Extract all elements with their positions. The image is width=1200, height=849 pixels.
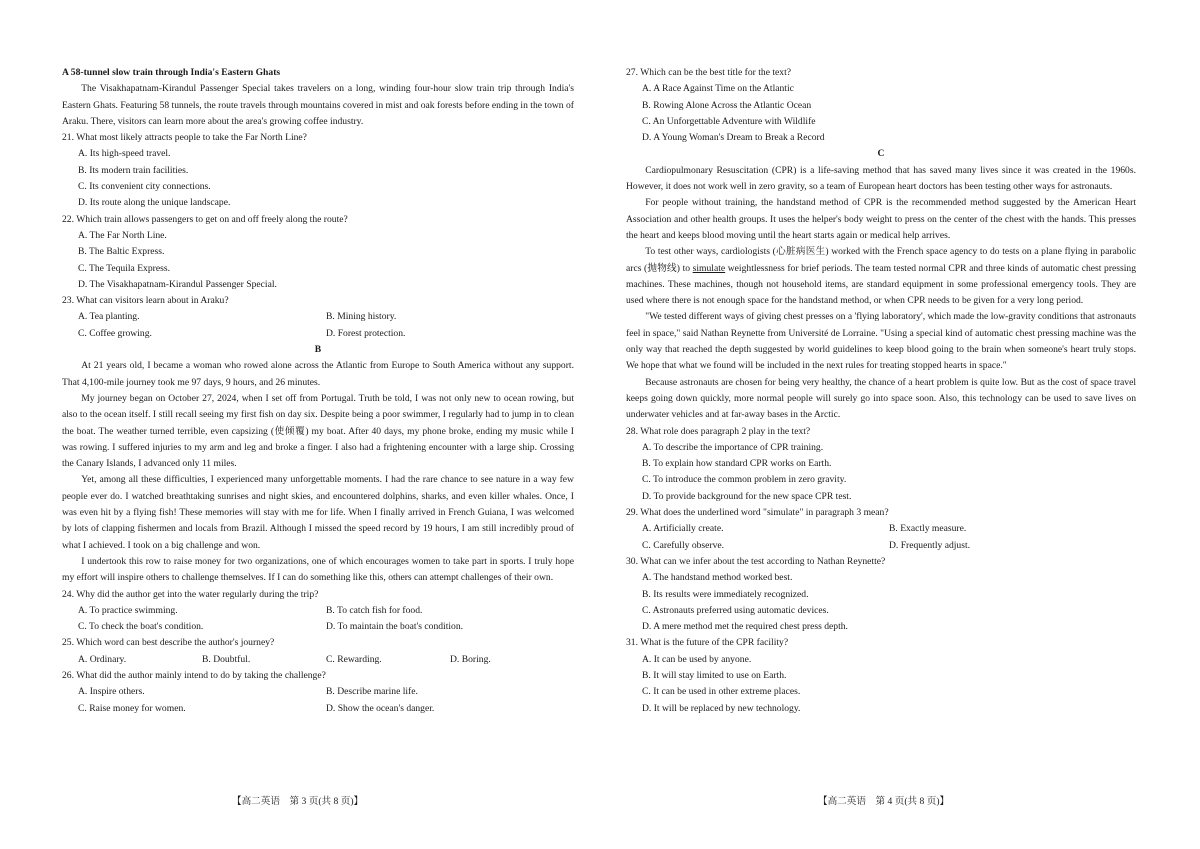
option-26-a: A. Inspire others. [78,686,145,698]
option-25-c: C. Rewarding. [326,653,382,665]
options-23-row-2 [62,326,574,342]
passage-c-paragraph-3 [626,244,1136,309]
question-28: 28. What role does paragraph 2 play in the text? [626,425,811,437]
option-29-b: B. Exactly measure. [889,523,967,535]
option-27-b: B. Rowing Alone Across the Atlantic Ocean [642,99,812,111]
options-25-row [62,652,574,668]
option-28-c: C. To introduce the common problem in zero gravity. [642,474,847,486]
option-30-a: A. The handstand method worked best. [642,572,793,584]
option-30-c: C. Astronauts preferred using automatic devices. [642,604,829,616]
option-24-c: C. To check the boat's condition. [78,621,204,633]
option-22-a: A. The Far North Line. [78,229,167,241]
passage-c-paragraph-5: Because astronauts are chosen for being very healthy, the chance of a heart problem is quite low. But as the cost of space travel keeps going down quickly, more normal people will surely go into space soon. Also, this technology can be used to save lives on underwater vehicles and at far-away bases in the Arctic. [626,376,1136,421]
passage-c-paragraph-2: For people without training, the handstand method of CPR is the recommended method suggested by the American Heart Association and other health groups. It uses the helper's body weight to press on the center of the chest with the hands. This presses the heart and keeps blood moving until the heart starts again or medical help arrives. [626,197,1136,241]
options-29-row-1 [626,521,1136,537]
passage-b-paragraph-4: I undertook this row to raise money for two organizations, one of which encourages women to take part in sports. I truly hope my effort will inspire others to challenge themselves. If I can do something like this, others can attempt challenges of their own. [62,555,574,584]
options-29-row-2 [626,538,1136,554]
option-23-b: B. Mining history. [326,311,397,323]
options-26-row-2 [62,701,574,717]
option-31-b: B. It will stay limited to use on Earth. [642,669,787,681]
option-31-d: D. It will be replaced by new technology. [642,702,801,714]
option-24-a: A. To practice swimming. [78,604,178,616]
option-24-b: B. To catch fish for food. [326,604,423,616]
option-23-c: C. Coffee growing. [78,327,152,339]
passage-c-paragraph-4: "We tested different ways of giving chest presses on a 'flying laboratory', which made the low-gravity conditions that astronauts feel in space," said Nathan Reynette from Université de Lorraine. "Using a special kind of automatic chest pressing machine was the only way that reached the depth suggested by world guidelines to keep blood going to the brain when someone's heart truly stops. We hope that what we found will be included in the next rules for treating stopped hearts in space." [626,311,1136,372]
option-30-d: D. A mere method met the required chest press depth. [642,621,848,633]
option-26-b: B. Describe marine life. [326,686,418,698]
passage-b-paragraph-1: At 21 years old, I became a woman who rowed alone across the Atlantic from Europe to South America without any support. That 4,100-mile journey took me 97 days, 9 hours, and 26 minutes. [62,360,574,388]
option-29-c: C. Carefully observe. [642,539,725,551]
option-26-c: C. Raise money for women. [78,702,186,714]
passage-b-paragraph-3: Yet, among all these difficulties, I experienced many unforgettable moments. I had the rare chance to see nature in a way few people ever do. I watched breathtaking sunrises and night skies, and encountered dolphins, sharks, and even killer whales. Once, I was even hit by a flying fish! These memories will stay with me for life. When I finally arrived in French Guiana, I was welcomed by lots of clapping fishermen and locals from Brazil. Although I missed the speed record by 19 hours, I am still incredibly proud of what I achieved. I took on a big challenge and won. [62,474,574,551]
section-b-heading: B [314,344,322,356]
options-23-row-1 [62,309,574,325]
option-22-b: B. The Baltic Express. [78,246,165,258]
option-28-d: D. To provide background for the new space CPR test. [642,490,852,502]
question-29: 29. What does the underlined word "simulate" in paragraph 3 mean? [626,507,889,519]
left-column [62,65,574,717]
question-31: 31. What is the future of the CPR facility? [626,637,789,649]
question-30: 30. What can we infer about the test according to Nathan Reynette? [626,555,886,567]
option-21-b: B. Its modern train facilities. [78,164,189,176]
option-23-a: A. Tea planting. [78,311,140,323]
passage-title: A 58-tunnel slow train through India's Eastern Ghats [62,67,281,78]
paragraph-3-text-after: weightlessness for brief periods. The team tested normal CPR and three kinds of automatic chest pressing machines. These machines, though not household items, are standard equipment in some professional emergency tools. They are used where there is not enough space for the handstand method, or when CPR needs to be given for a very long period. [626,262,1136,307]
question-25: 25. Which word can best describe the author's journey? [62,637,275,649]
option-31-c: C. It can be used in other extreme places. [642,686,801,698]
option-21-a: A. Its high-speed travel. [78,148,171,160]
question-24: 24. Why did the author get into the water regularly during the trip? [62,588,319,600]
page-footer-right: 【高二英语 第 4 页(共 8 页)】 [818,796,950,807]
option-28-a: A. To describe the importance of CPR training. [642,441,824,453]
option-22-d: D. The Visakhapatnam-Kirandul Passenger Special. [78,278,277,290]
option-21-c: C. Its convenient city connections. [78,181,211,193]
section-c-heading: C [877,148,885,160]
option-24-d: D. To maintain the boat's condition. [326,621,464,633]
option-29-d: D. Frequently adjust. [889,539,971,551]
question-22: 22. Which train allows passengers to get on and off freely along the route? [62,213,348,225]
option-22-c: C. The Tequila Express. [78,262,170,274]
options-26-row-1 [62,684,574,700]
option-31-a: A. It can be used by anyone. [642,653,752,665]
passage-b-paragraph-2: My journey began on October 27, 2024, when I set off from Portugal. Truth be told, I was not only new to ocean rowing, but also to the ocean itself. I still recall seeing my first fish on day six. Despite being a poor swimmer, I regularly had to jump in to clean the boat. The weather turned terrible, even capsizing (使倾覆) my boat. After 40 days, my phone broke, ending my music while I was rowing. I suffered injuries to my arm and leg and broke a finger. I also had a frightening encounter with a large ship. Crossing the Canary Islands, I advanced only 11 miles. [62,392,574,470]
option-28-b: B. To explain how standard CPR works on Earth. [642,458,832,470]
option-30-b: B. Its results were immediately recognized. [642,588,809,600]
question-27: 27. Which can be the best title for the text? [626,67,791,78]
question-21: 21. What most likely attracts people to take the Far North Line? [62,132,307,144]
option-25-d: D. Boring. [450,653,491,665]
options-24-row-2 [62,619,574,635]
paragraph-3-text-before: To test other ways, cardiologists (心脏病医生) worked with the French space agency to do tests on a plane flying in parabolic arcs (抛物线) to [626,246,1136,274]
option-29-a: A. Artificially create. [642,523,724,535]
option-26-d: D. Show the ocean's danger. [326,702,435,714]
option-27-c: C. An Unforgettable Adventure with Wildlife [642,115,816,127]
options-24-row-1 [62,603,574,619]
question-26: 26. What did the author mainly intend to do by taking the challenge? [62,669,326,681]
passage-paragraph: The Visakhapatnam-Kirandul Passenger Special takes travelers on a long, winding four-hour slow train trip through India's Eastern Ghats. Featuring 58 tunnels, the route travels through mountains covered in mist and oak forests before ending in the town of Araku. There, visitors can learn more about the area's growing coffee industry. [62,83,574,127]
question-23: 23. What can visitors learn about in Araku? [62,295,229,307]
option-27-d: D. A Young Woman's Dream to Break a Record [642,132,825,144]
option-27-a: A. A Race Against Time on the Atlantic [642,83,794,95]
option-23-d: D. Forest protection. [326,327,406,339]
option-25-b: B. Doubtful. [202,653,251,665]
underlined-word-simulate: simulate [692,262,726,274]
passage-c-paragraph-1: Cardiopulmonary Resuscitation (CPR) is a life-saving method that has saved many lives since it was created in the 1960s. However, it does not work well in zero gravity, so a team of European heart doctors has been testing other ways for astronauts. [626,164,1136,193]
option-25-a: A. Ordinary. [78,653,127,665]
right-column [626,65,1136,717]
page-footer-left: 【高二英语 第 3 页(共 8 页)】 [232,796,364,807]
option-21-d: D. Its route along the unique landscape. [78,197,231,209]
